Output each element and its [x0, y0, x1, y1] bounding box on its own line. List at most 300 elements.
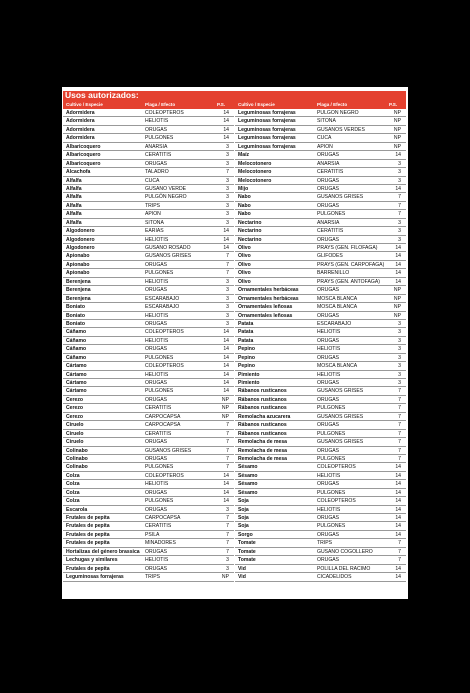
table-row — [63, 413, 234, 421]
ps-cell: 14 — [223, 354, 229, 361]
ps-cell: 14 — [223, 245, 229, 251]
table-row — [235, 278, 406, 286]
ps-cell: 7 — [398, 455, 401, 462]
ps-cell: NP — [393, 118, 401, 125]
ps-cell: 3 — [226, 287, 229, 294]
cultivo-cell: Olivo — [238, 245, 251, 251]
plaga-cell: PULGONES — [317, 211, 346, 218]
ps-cell: 14 — [223, 329, 229, 336]
cultivo-cell: Rábanos rusticanos — [238, 405, 287, 412]
table-row — [63, 472, 234, 480]
table-row — [63, 506, 234, 514]
plaga-cell: MOSCA BLANCA — [317, 363, 358, 370]
cultivo-cell: Ciruelo — [66, 430, 84, 437]
table-row — [63, 320, 234, 328]
table-row — [63, 312, 234, 320]
ps-cell: 7 — [226, 540, 229, 547]
ps-cell: 7 — [226, 515, 229, 521]
cultivo-cell: Leguminosas forrajeras — [238, 143, 296, 150]
plaga-cell: ORUGAS — [317, 531, 340, 538]
cultivo-cell: Alfalfa — [66, 177, 82, 184]
table-row — [235, 387, 406, 395]
table-row — [235, 312, 406, 320]
table-row — [235, 337, 406, 345]
table-row — [235, 573, 406, 581]
table-row — [63, 126, 234, 134]
plaga-cell: HELIOTIS — [145, 481, 169, 488]
cultivo-cell: Mijo — [238, 185, 249, 192]
ps-cell: 3 — [226, 143, 229, 150]
table-row — [63, 252, 234, 260]
cultivo-cell: Rábanos rusticanos — [238, 396, 287, 403]
cultivo-cell: Leguminosas forrajeras — [66, 574, 124, 581]
table-row — [63, 404, 234, 412]
table-row — [63, 421, 234, 429]
plaga-cell: HELIOTIS — [317, 346, 341, 353]
ps-cell: 7 — [398, 447, 401, 454]
plaga-cell: ORUGAS — [145, 261, 168, 268]
cultivo-cell: Cártamo — [66, 380, 87, 386]
ps-cell: 3 — [226, 160, 229, 167]
ps-cell: 14 — [223, 118, 229, 125]
plaga-cell: EARIAS — [145, 228, 164, 235]
ps-cell: 14 — [223, 228, 229, 235]
table-row — [63, 514, 234, 522]
plaga-cell: ORUGAS — [145, 320, 168, 327]
ps-cell: 7 — [226, 531, 229, 538]
plaga-cell: ORUGAS — [317, 287, 340, 294]
cultivo-cell: Ciruelo — [66, 439, 84, 446]
cultivo-cell: Pimiento — [238, 380, 260, 386]
plaga-cell: ORUGAS — [317, 152, 340, 159]
ps-cell: 3 — [398, 346, 401, 353]
ps-cell: 3 — [398, 177, 401, 184]
cultivo-cell: Ornamentales herbáceas — [238, 287, 299, 294]
cultivo-cell: Lechugas y similares — [66, 557, 118, 564]
table-row — [63, 337, 234, 345]
ps-cell: 3 — [226, 219, 229, 226]
ps-cell: NP — [393, 143, 401, 150]
plaga-cell: ORUGAS — [145, 489, 168, 496]
plaga-cell: ESCARABAJO — [145, 304, 180, 311]
ps-cell: NP — [393, 135, 401, 142]
cultivo-cell: Ciruelo — [66, 422, 84, 429]
table-row — [235, 531, 406, 539]
cultivo-cell: Leguminosas forrajeras — [238, 126, 296, 133]
ps-cell: NP — [393, 126, 401, 133]
plaga-cell: HELIOTIS — [145, 337, 169, 344]
cultivo-cell: Patata — [238, 320, 254, 327]
ps-cell: 14 — [395, 523, 401, 530]
ps-cell: 7 — [226, 169, 229, 176]
cultivo-cell: Algodonero — [66, 236, 95, 243]
cultivo-cell: Alfalfa — [66, 185, 82, 192]
plaga-cell: MOSCA BLANCA — [317, 295, 358, 302]
plaga-cell: ORUGAS — [145, 506, 168, 513]
table-row — [235, 413, 406, 421]
plaga-cell: GLIFODES — [317, 253, 343, 260]
table-row — [235, 556, 406, 564]
ps-cell: 14 — [395, 574, 401, 581]
cultivo-cell: Patata — [238, 337, 254, 344]
ps-cell: 14 — [223, 363, 229, 370]
cultivo-cell: Frutales de pepita — [66, 531, 110, 538]
ps-cell: 14 — [223, 371, 229, 378]
cultivo-cell: Cerezo — [66, 396, 83, 403]
cultivo-cell: Olivo — [238, 253, 251, 260]
plaga-cell: PULGONES — [145, 498, 174, 505]
cultivo-cell: Rábanos rusticanos — [238, 388, 287, 395]
ps-cell: 7 — [398, 405, 401, 412]
ps-cell: 3 — [226, 557, 229, 564]
plaga-cell: COLEOPTEROS — [145, 363, 184, 370]
ps-cell: 14 — [395, 515, 401, 521]
cultivo-cell: Alcachofa — [66, 169, 91, 176]
table-row — [63, 160, 234, 168]
ps-cell: 3 — [398, 228, 401, 235]
ps-cell: 7 — [226, 270, 229, 277]
cultivo-cell: Albaricoquero — [66, 160, 101, 167]
plaga-cell: ORUGAS — [145, 160, 168, 167]
table-row — [235, 185, 406, 193]
plaga-cell: ORUGAS — [145, 126, 168, 133]
cultivo-cell: Ornamentales leñosas — [238, 304, 293, 311]
plaga-cell: TALADRO — [145, 169, 169, 176]
table-row — [235, 430, 406, 438]
plaga-cell: COLEOPTEROS — [317, 498, 356, 505]
cultivo-cell: Hortalizas del género brassica — [66, 548, 140, 555]
table-row — [235, 345, 406, 353]
plaga-cell: PULGONES — [145, 135, 174, 142]
plaga-cell: GUSANOS GRISES — [145, 447, 192, 454]
ps-cell: NP — [393, 295, 401, 302]
plaga-cell: GUSANOS GRISES — [145, 253, 192, 260]
ps-cell: 7 — [398, 548, 401, 555]
ps-cell: 7 — [398, 413, 401, 420]
cultivo-cell: Albaricoquero — [66, 152, 101, 159]
table-row — [235, 438, 406, 446]
table-row — [63, 109, 234, 117]
ps-cell: 14 — [223, 110, 229, 116]
table-row — [63, 430, 234, 438]
plaga-cell: PULGÓN NEGRO — [145, 194, 187, 201]
plaga-cell: GUSANO COGOLLERO — [317, 548, 373, 555]
cultivo-cell: Soja — [238, 515, 249, 521]
plaga-cell: ESCARABAJO — [317, 320, 352, 327]
plaga-cell: APION — [145, 211, 161, 218]
cultivo-cell: Olivo — [238, 261, 251, 268]
cultivo-cell: Remolacha de mesa — [238, 447, 287, 454]
page-title: Usos autorizados: — [65, 90, 139, 100]
cultivo-cell: Remolacha de mesa — [238, 455, 287, 462]
cultivo-cell: Vid — [238, 565, 246, 572]
ps-cell: NP — [393, 312, 401, 319]
cultivo-cell: Cerezo — [66, 405, 83, 412]
cultivo-cell: Apionabo — [66, 261, 90, 268]
table-row — [63, 278, 234, 286]
cultivo-cell: Adormidera — [66, 135, 95, 142]
cultivo-cell: Cáñamo — [66, 329, 87, 336]
table-row — [63, 387, 234, 395]
plaga-cell: HELIOTIS — [145, 278, 169, 285]
table-row — [63, 522, 234, 530]
ps-cell: 14 — [395, 270, 401, 277]
table-row — [63, 168, 234, 176]
ps-cell: 14 — [223, 337, 229, 344]
table-row — [235, 286, 406, 294]
plaga-cell: CARPOCAPSA — [145, 413, 181, 420]
table-row — [63, 227, 234, 235]
table-row — [235, 539, 406, 547]
ps-cell: 7 — [398, 202, 401, 209]
table-row — [235, 565, 406, 573]
plaga-cell: PULGONES — [145, 354, 174, 361]
table-row — [235, 455, 406, 463]
ps-cell: 14 — [223, 472, 229, 479]
plaga-cell: COLEOPTEROS — [317, 464, 356, 471]
table-row — [63, 489, 234, 497]
table-row — [235, 151, 406, 159]
plaga-cell: CERATITIS — [145, 523, 172, 530]
ps-cell: 3 — [398, 236, 401, 243]
ps-cell: 14 — [223, 380, 229, 386]
table-row — [235, 143, 406, 151]
table-row — [235, 134, 406, 142]
table-row — [235, 227, 406, 235]
cultivo-cell: Colza — [66, 481, 80, 488]
plaga-cell: ORUGAS — [317, 481, 340, 488]
plaga-cell: ORUGAS — [317, 185, 340, 192]
plaga-cell: PRAYS (GEN. FILOFAGA) — [317, 245, 378, 251]
table-row — [63, 303, 234, 311]
plaga-cell: MOSCA BLANCA — [317, 304, 358, 311]
table-row — [235, 447, 406, 455]
ps-cell: 3 — [398, 320, 401, 327]
ps-cell: 3 — [398, 160, 401, 167]
plaga-cell: APION — [317, 143, 333, 150]
cultivo-cell: Remolacha de mesa — [238, 439, 287, 446]
ps-cell: 3 — [226, 320, 229, 327]
ps-cell: 3 — [398, 169, 401, 176]
ps-cell: 14 — [395, 481, 401, 488]
cultivo-cell: Leguminosas forrajeras — [238, 110, 296, 116]
cultivo-cell: Rábanos rusticanos — [238, 430, 287, 437]
ps-cell: 3 — [226, 312, 229, 319]
cultivo-cell: Adormidera — [66, 118, 95, 125]
title-bar — [63, 91, 406, 100]
plaga-cell: ORUGAS — [317, 557, 340, 564]
table-row — [63, 548, 234, 556]
table-row — [63, 463, 234, 471]
cultivo-cell: Nectarino — [238, 228, 262, 235]
cultivo-cell: Ornamentales herbáceas — [238, 295, 299, 302]
cultivo-cell: Patata — [238, 329, 254, 336]
ps-cell: 7 — [398, 194, 401, 201]
ps-cell: 7 — [226, 523, 229, 530]
plaga-cell: CUCA — [145, 177, 160, 184]
table-row — [235, 371, 406, 379]
cultivo-cell: Frutales de pepita — [66, 540, 110, 547]
plaga-cell: TRIPS — [145, 202, 161, 209]
plaga-cell: CERATITIS — [317, 228, 344, 235]
ps-cell: 7 — [398, 557, 401, 564]
table-row — [235, 379, 406, 387]
plaga-cell: ORUGAS — [145, 548, 168, 555]
cultivo-cell: Nectarino — [238, 219, 262, 226]
table-row — [63, 438, 234, 446]
table-header — [63, 100, 406, 109]
ps-cell: 3 — [398, 354, 401, 361]
table-row — [235, 514, 406, 522]
table-row — [63, 345, 234, 353]
ps-cell: 7 — [398, 430, 401, 437]
cultivo-cell: Olivo — [238, 278, 251, 285]
plaga-cell: ORUGAS — [317, 337, 340, 344]
plaga-cell: ESCARABAJO — [145, 295, 180, 302]
table-row — [63, 531, 234, 539]
plaga-cell: GUSANOS VERDES — [317, 126, 365, 133]
table-row — [235, 269, 406, 277]
plaga-cell: ANARSIA — [317, 219, 340, 226]
plaga-cell: TRIPS — [145, 574, 161, 581]
table-row — [235, 236, 406, 244]
plaga-cell: ORUGAS — [145, 396, 168, 403]
table-row — [63, 185, 234, 193]
ps-cell: 7 — [398, 388, 401, 395]
cultivo-cell: Adormidera — [66, 110, 95, 116]
ps-cell: 14 — [223, 489, 229, 496]
table-row — [235, 109, 406, 117]
cultivo-cell: Escarola — [66, 506, 88, 513]
cultivo-cell: Vid — [238, 574, 246, 581]
ps-cell: 14 — [395, 531, 401, 538]
table-row — [63, 134, 234, 142]
ps-cell: 7 — [398, 396, 401, 403]
plaga-cell: PULGONES — [317, 455, 346, 462]
cultivo-cell: Apionabo — [66, 270, 90, 277]
ps-cell: NP — [221, 405, 229, 412]
plaga-cell: PRAYS (GEN. CARPOFAGA) — [317, 261, 385, 268]
cultivo-cell: Cerezo — [66, 413, 83, 420]
ps-cell: 14 — [223, 135, 229, 142]
plaga-cell: HELIOTIS — [145, 557, 169, 564]
ps-cell: 3 — [226, 185, 229, 192]
ps-cell: 3 — [398, 329, 401, 336]
table-row — [63, 447, 234, 455]
table-row — [235, 177, 406, 185]
header-plaga: Plaga / Efecto — [145, 102, 176, 107]
table-row — [235, 202, 406, 210]
cultivo-cell: Alfalfa — [66, 202, 82, 209]
cultivo-cell: Nabo — [238, 211, 251, 218]
ps-cell: 14 — [223, 481, 229, 488]
plaga-cell: HELIOTIS — [317, 506, 341, 513]
cultivo-cell: Tomate — [238, 548, 256, 555]
table-row — [63, 219, 234, 227]
ps-cell: 3 — [226, 506, 229, 513]
cultivo-cell: Colinabo — [66, 455, 88, 462]
plaga-cell: CERATITIS — [145, 430, 172, 437]
plaga-cell: HELIOTIS — [317, 371, 341, 378]
ps-cell: 7 — [226, 253, 229, 260]
table-row — [235, 548, 406, 556]
plaga-cell: GUSANOS GRISES — [317, 439, 364, 446]
plaga-cell: ORUGAS — [317, 380, 340, 386]
plaga-cell: POLILLA DEL RACIMO — [317, 565, 371, 572]
table-row — [235, 126, 406, 134]
cultivo-cell: Leguminosas forrajeras — [238, 135, 296, 142]
cultivo-cell: Olivo — [238, 270, 251, 277]
plaga-cell: ORUGAS — [145, 439, 168, 446]
table-row — [235, 480, 406, 488]
ps-cell: 7 — [398, 211, 401, 218]
plaga-cell: ORUGAS — [317, 236, 340, 243]
ps-cell: 14 — [223, 236, 229, 243]
ps-cell: 7 — [226, 430, 229, 437]
plaga-cell: COLEOPTEROS — [145, 110, 184, 116]
ps-cell: 7 — [398, 540, 401, 547]
cultivo-cell: Frutales de pepita — [66, 565, 110, 572]
plaga-cell: HELIOTIS — [145, 312, 169, 319]
cultivo-cell: Ornamentales leñosas — [238, 312, 293, 319]
plaga-cell: PSILA — [145, 531, 160, 538]
plaga-cell: PULGONES — [145, 464, 174, 471]
plaga-cell: CERATITIS — [145, 405, 172, 412]
table-row — [63, 328, 234, 336]
ps-cell: 3 — [226, 177, 229, 184]
ps-cell: 3 — [226, 295, 229, 302]
cultivo-cell: Alfalfa — [66, 211, 82, 218]
ps-cell: 3 — [398, 337, 401, 344]
table-row — [63, 354, 234, 362]
cultivo-cell: Alfalfa — [66, 219, 82, 226]
ps-cell: 7 — [226, 548, 229, 555]
cultivo-cell: Maíz — [238, 152, 250, 159]
plaga-cell: COLEOPTEROS — [145, 472, 184, 479]
plaga-cell: GUSANOS GRISES — [317, 413, 364, 420]
ps-cell: 14 — [223, 498, 229, 505]
cultivo-cell: Berenjena — [66, 278, 91, 285]
plaga-cell: CARPOCAPSA — [145, 515, 181, 521]
plaga-cell: ORUGAS — [317, 396, 340, 403]
cultivo-cell: Colza — [66, 498, 80, 505]
cultivo-cell: Boniato — [66, 304, 85, 311]
ps-cell: 14 — [223, 388, 229, 395]
ps-cell: 7 — [226, 261, 229, 268]
cultivo-cell: Leguminosas forrajeras — [238, 118, 296, 125]
table-row — [235, 252, 406, 260]
table-row — [235, 295, 406, 303]
cultivo-cell: Soja — [238, 523, 249, 530]
table-row — [63, 396, 234, 404]
table-row — [235, 354, 406, 362]
cultivo-cell: Sésamo — [238, 481, 258, 488]
table-row — [235, 362, 406, 370]
plaga-cell: PULGONES — [317, 523, 346, 530]
header-cultivo-right: Cultivo / Especie — [238, 102, 275, 107]
cultivo-cell: Cáñamo — [66, 346, 87, 353]
plaga-cell: SITONA — [317, 118, 336, 125]
ps-cell: 7 — [398, 422, 401, 429]
plaga-cell: SITONA — [145, 219, 164, 226]
cultivo-cell: Pimiento — [238, 371, 260, 378]
ps-cell: 7 — [226, 447, 229, 454]
cultivo-cell: Sésamo — [238, 472, 258, 479]
ps-cell: 3 — [226, 565, 229, 572]
header-ps-right: P.S. — [389, 102, 398, 107]
plaga-cell: ANARSIA — [145, 143, 168, 150]
cultivo-cell: Colza — [66, 472, 80, 479]
